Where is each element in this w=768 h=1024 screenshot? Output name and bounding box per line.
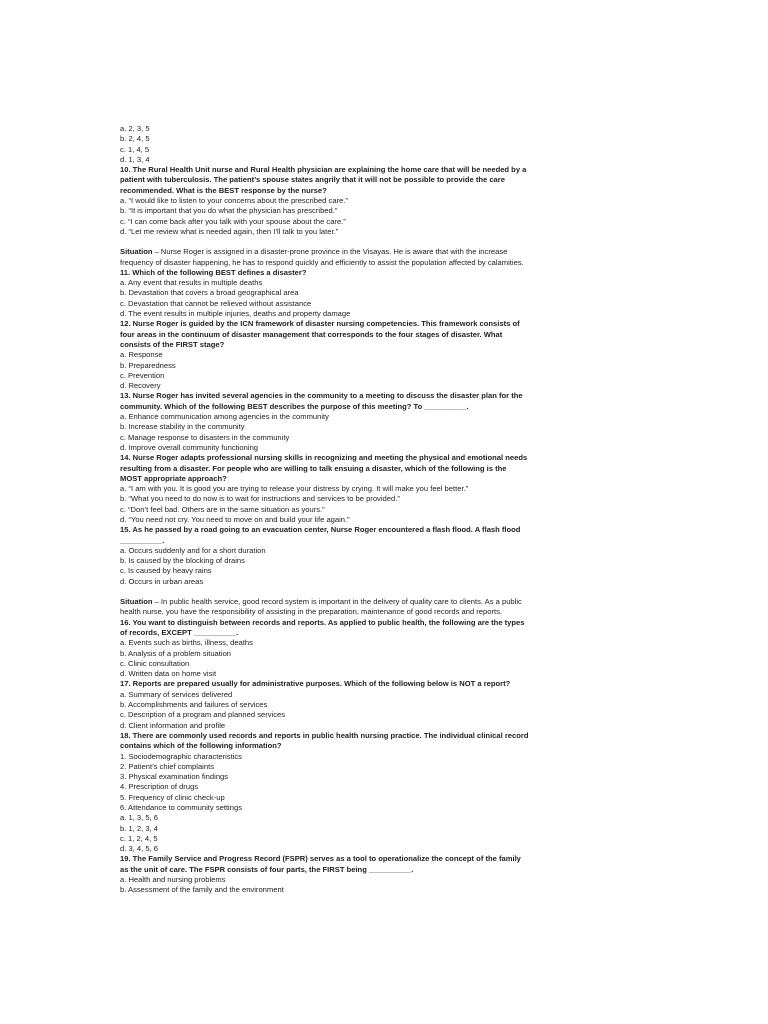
question-text: community. Which of the following BEST describes the purpose of this meeting? To __________. — [120, 401, 469, 411]
choice: b. Assessment of the family and the environment — [120, 885, 284, 895]
question-text: four areas in the continuum of disaster management that corresponds to the four stages of disaster. What — [120, 329, 503, 339]
choice: b. “What you need to do now is to wait for instructions and services to be provided.” — [120, 494, 400, 504]
choice: b. Analysis of a problem situation — [120, 648, 232, 658]
question-14 — [120, 453, 768, 525]
question-text: of records, EXCEPT __________. — [120, 627, 239, 637]
question-text: __________. — [120, 535, 165, 545]
situation-records — [120, 597, 768, 618]
question-19 — [120, 854, 768, 895]
question-text: 18. There are commonly used records and reports in public health nursing practice. The individual clinical record — [120, 730, 529, 740]
question-text: 11. Which of the following BEST defines a disaster? — [120, 267, 307, 277]
choice: c. 1, 4, 5 — [120, 144, 150, 154]
numbered-item: 1. Sociodemographic characteristics — [120, 751, 242, 761]
question-12 — [120, 319, 768, 391]
question-10 — [120, 165, 768, 237]
choice: c. “Don’t feel bad. Others are in the same situation as yours.” — [120, 504, 325, 514]
question-text: 13. Nurse Roger has invited several agencies in the community to a meeting to discuss the disaster plan for the — [120, 391, 523, 401]
choice: c. Is caused by heavy rains — [120, 566, 212, 576]
question-text: contains which of the following information? — [120, 741, 282, 751]
choice: a. Response — [120, 350, 163, 360]
question-11 — [120, 268, 768, 319]
choice: a. Any event that results in multiple deaths — [120, 278, 263, 288]
choice: a. Occurs suddenly and for a short duration — [120, 545, 266, 555]
choice: a. 2, 3, 5 — [120, 124, 150, 133]
answer-choices-previous — [120, 124, 768, 165]
question-text: 17. Reports are prepared usually for administrative purposes. Which of the following below is NOT a report? — [120, 679, 511, 689]
choice: a. “I am with you. It is good you are trying to release your distress by crying. It will make you feel better.” — [120, 484, 469, 494]
question-text: 10. The Rural Health Unit nurse and Rural Health physician are explaining the home care that will be needed by a — [120, 165, 527, 175]
situation-line: – In public health service, good record system is important in the delivery of quality care to clients. As a public — [152, 597, 522, 607]
choice: c. Manage response to disasters in the community — [120, 432, 290, 442]
question-text: patient with tuberculosis. The patient’s spouse states angrily that it will not be possible to provide the care — [120, 175, 505, 185]
choice: d. “Let me review what is needed again, then I’ll talk to you later.” — [120, 226, 339, 236]
choice: c. “I can come back after you talk with your spouse about the care.” — [120, 216, 346, 226]
question-text: 15. As he passed by a road going to an evacuation center, Nurse Roger encountered a flash flood. A flash flood — [120, 525, 521, 535]
question-16 — [120, 618, 768, 680]
question-text: as the unit of care. The FSPR consists of four parts, the FIRST being __________. — [120, 864, 414, 874]
choice: d. 3, 4, 5, 6 — [120, 844, 158, 854]
situation-label: Situation — [120, 247, 153, 257]
choice: a. “I would like to listen to your concerns about the prescribed care.” — [120, 196, 348, 206]
question-text: 14. Nurse Roger adapts professional nursing skills in recognizing and meeting the physical and emotional needs — [120, 453, 528, 463]
question-15 — [120, 525, 768, 587]
choice: a. Enhance communication among agencies in the community — [120, 412, 329, 422]
choice: a. Summary of services delivered — [120, 689, 233, 699]
choice: d. Client information and profile — [120, 720, 226, 730]
choice: b. 1, 2, 3, 4 — [120, 823, 158, 833]
choice: d. Improve overall community functioning — [120, 442, 259, 452]
question-text: consists of the FIRST stage? — [120, 339, 225, 349]
numbered-item: 6. Attendance to community settings — [120, 803, 242, 812]
situation-text — [120, 247, 768, 257]
choice: d. Recovery — [120, 381, 161, 391]
choice: c. 1, 2, 4, 5 — [120, 833, 158, 843]
choice: a. Events such as births, illness, deaths — [120, 638, 253, 648]
numbered-item: 4. Prescription of drugs — [120, 782, 199, 792]
question-13 — [120, 391, 768, 453]
choice: b. Accomplishments and failures of services — [120, 700, 268, 710]
choice: b. Preparedness — [120, 360, 176, 370]
question-text: 12. Nurse Roger is guided by the ICN framework of disaster nursing competencies. This framework consists of — [120, 319, 520, 329]
choice: c. Prevention — [120, 370, 165, 380]
choice: b. Devastation that covers a broad geographical area — [120, 288, 299, 298]
choice: d. Occurs in urban areas — [120, 576, 204, 586]
numbered-item: 2. Patient’s chief complaints — [120, 761, 214, 771]
question-text: 16. You want to distinguish between records and reports. As applied to public health, the following are the types — [120, 617, 525, 627]
situation-disaster — [120, 247, 768, 268]
situation-line: – Nurse Roger is assigned in a disaster-prone province in the Visayas. He is aware that with the increase — [152, 247, 508, 257]
choice: b. Increase stability in the community — [120, 422, 245, 432]
numbered-item: 3. Physical examination findings — [120, 772, 229, 782]
question-text: recommended. What is the BEST response by the nurse? — [120, 185, 327, 195]
situation-label: Situation — [120, 597, 153, 607]
question-18 — [120, 731, 768, 855]
choice: b. “It is important that you do what the physician has prescribed.” — [120, 206, 338, 216]
question-text: 19. The Family Service and Progress Record (FSPR) serves as a tool to operationalize the concept of the family — [120, 854, 521, 864]
choice: d. 1, 3, 4 — [120, 154, 150, 164]
situation-line: frequency of disaster happening, he has to respond quickly and efficiently to assist the population affected by calamities. — [120, 257, 524, 267]
question-text: MOST appropriate approach? — [120, 473, 227, 483]
situation-line: health nurse, you have the responsibility of assisting in the preparation, maintenance of good records and reports. — [120, 607, 503, 617]
choice: d. Written data on home visit — [120, 669, 217, 679]
question-text: resulting from a disaster. For people who are willing to talk ensuing a disaster, which of the following is the — [120, 463, 507, 473]
choice: a. 1, 3, 5, 6 — [120, 813, 158, 823]
choice: c. Description of a program and planned services — [120, 710, 286, 720]
choice: d. “You need not cry. You need to move on and build your life again.” — [120, 514, 350, 524]
numbered-item: 5. Frequency of clinic check-up — [120, 792, 225, 802]
choice: c. Clinic consultation — [120, 658, 190, 668]
situation-text — [120, 597, 768, 607]
spacer — [120, 237, 768, 247]
choice: b. 2, 4, 5 — [120, 134, 150, 144]
choice: a. Health and nursing problems — [120, 875, 226, 885]
choice: b. Is caused by the blocking of drains — [120, 556, 245, 566]
choice: c. Devastation that cannot be relieved without assistance — [120, 298, 312, 308]
spacer — [120, 587, 768, 597]
choice: d. The event results in multiple injuries, deaths and property damage — [120, 309, 351, 319]
question-17 — [120, 679, 768, 730]
